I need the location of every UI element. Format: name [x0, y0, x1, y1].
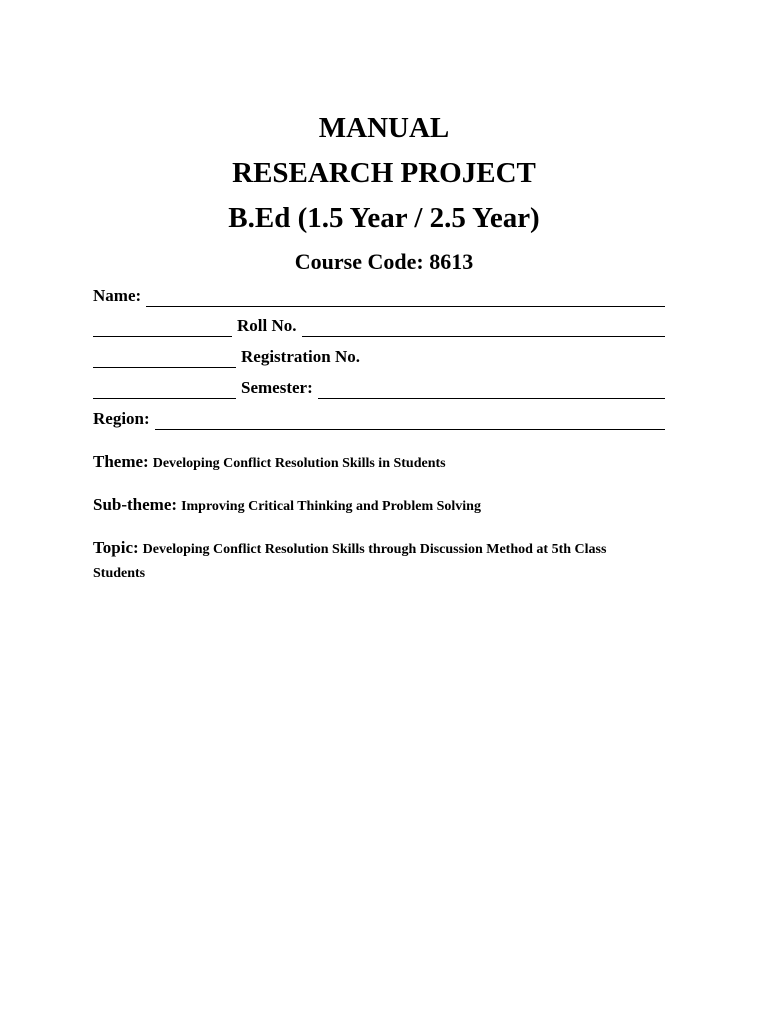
semester-blank-line	[318, 381, 665, 399]
region-label: Region:	[93, 409, 150, 428]
title-manual: MANUAL	[318, 112, 450, 144]
region-row	[93, 408, 665, 430]
roll-blank-line	[302, 319, 666, 337]
subtheme-value: Improving Critical Thinking and Problem Solving	[181, 499, 481, 514]
semester-prefix-blank-line	[93, 381, 236, 399]
subtheme-line	[93, 495, 673, 515]
title-research-project: RESEARCH PROJECT	[232, 157, 536, 189]
subtheme-label: Sub-theme:	[93, 495, 178, 514]
course-code: Course Code: 8613	[294, 249, 474, 274]
topic-value-line2: Students	[93, 566, 146, 581]
name-blank-line	[146, 289, 665, 307]
theme-value: Developing Conflict Resolution Skills in Students	[152, 456, 446, 471]
roll-label: Roll No.	[237, 316, 297, 335]
theme-label: Theme:	[93, 452, 149, 471]
topic-value-line1: Developing Conflict Resolution Skills through Discussion Method at 5th Class	[142, 542, 607, 557]
semester-row	[93, 377, 665, 399]
name-row	[93, 285, 665, 307]
title-program: B.Ed (1.5 Year / 2.5 Year)	[228, 202, 540, 234]
registration-row	[93, 346, 665, 368]
registration-prefix-blank-line	[93, 350, 236, 368]
roll-prefix-blank-line	[93, 319, 232, 337]
region-blank-line	[155, 412, 665, 430]
name-label: Name:	[93, 286, 142, 305]
topic-line	[93, 538, 673, 558]
roll-row	[93, 315, 665, 337]
topic-label: Topic:	[93, 538, 139, 557]
registration-label: Registration No.	[241, 347, 360, 366]
theme-line	[93, 452, 673, 472]
semester-label: Semester:	[241, 378, 313, 397]
